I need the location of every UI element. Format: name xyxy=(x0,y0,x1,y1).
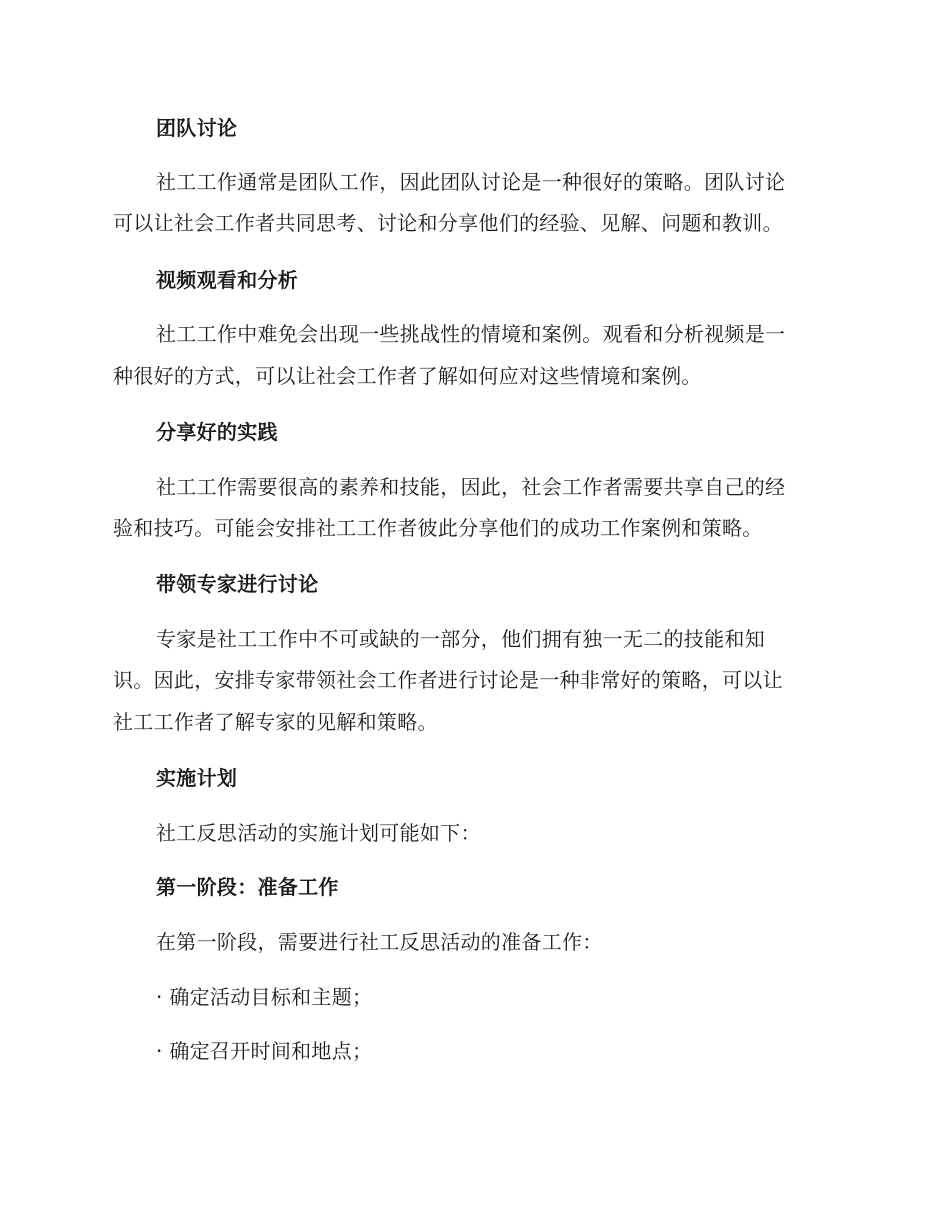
paragraph-line: 社工工作者了解专家的见解和策略。 xyxy=(113,710,438,734)
section-heading: 分享好的实践 xyxy=(156,420,278,444)
section-heading: 带领专家进行讨论 xyxy=(156,572,319,596)
section-heading: 团队讨论 xyxy=(156,116,238,140)
section-heading: 实施计划 xyxy=(156,766,238,790)
paragraph-line: 专家是社工工作中不可或缺的一部分，他们拥有独一无二的技能和知 xyxy=(156,627,765,651)
paragraph-line: 种很好的方式，可以让社会工作者了解如何应对这些情境和案例。 xyxy=(113,364,702,388)
paragraph-line: 可以让社会工作者共同思考、讨论和分享他们的经验、见解、问题和教训。 xyxy=(113,211,783,235)
section-heading: 第一阶段：准备工作 xyxy=(156,875,339,899)
paragraph-line: 在第一阶段，需要进行社工反思活动的准备工作： xyxy=(156,930,603,954)
bullet-item: · 确定活动目标和主题； xyxy=(156,985,373,1009)
paragraph-line: 社工工作需要很高的素养和技能，因此，社会工作者需要共享自己的经 xyxy=(156,475,786,499)
paragraph-line: 社工工作中难免会出现一些挑战性的情境和案例。观看和分析视频是一 xyxy=(156,322,786,346)
bullet-item: · 确定召开时间和地点； xyxy=(156,1039,373,1063)
paragraph-line: 社工反思活动的实施计划可能如下： xyxy=(156,821,481,845)
paragraph-line: 识。因此，安排专家带领社会工作者进行讨论是一种非常好的策略，可以让 xyxy=(113,668,783,692)
paragraph-line: 验和技巧。可能会安排社工工作者彼此分享他们的成功工作案例和策略。 xyxy=(113,516,763,540)
section-heading: 视频观看和分析 xyxy=(156,268,299,292)
paragraph-line: 社工工作通常是团队工作，因此团队讨论是一种很好的策略。团队讨论 xyxy=(156,170,786,194)
